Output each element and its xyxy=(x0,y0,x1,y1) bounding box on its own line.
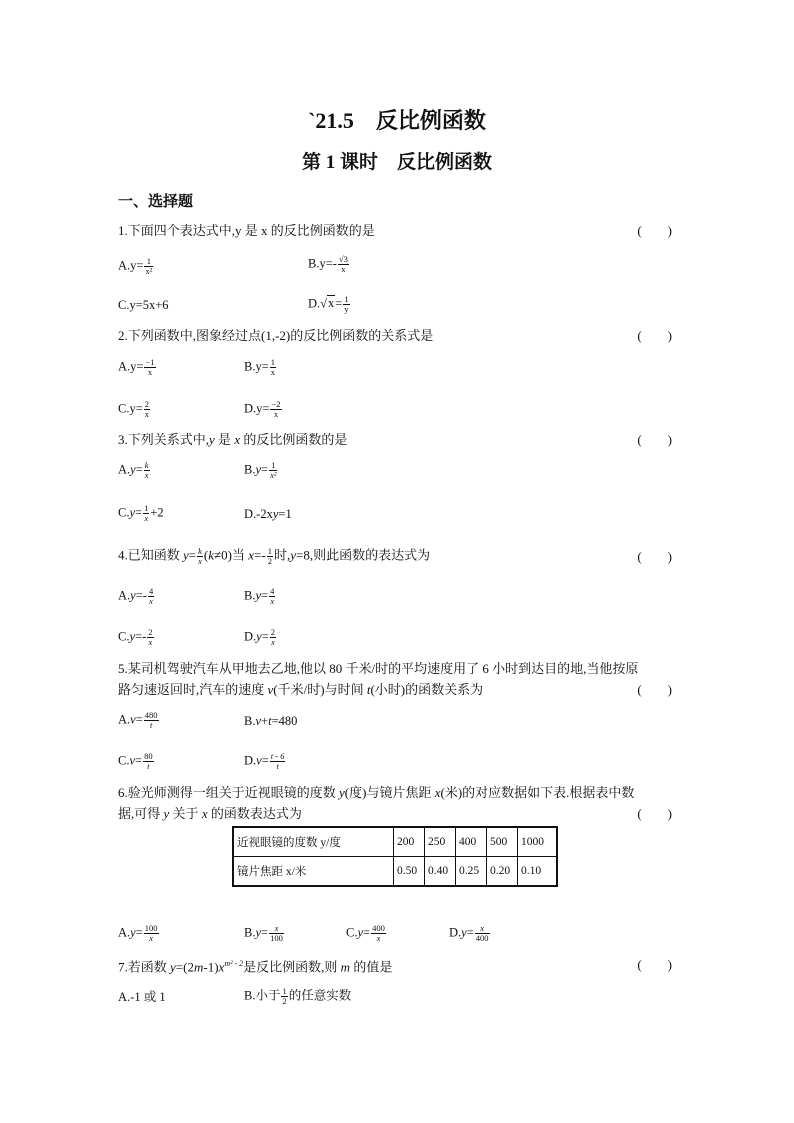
document-title: `21.5 反比例函数 xyxy=(308,108,486,133)
table-cell: 400 xyxy=(456,827,487,857)
table-cell: 1000 xyxy=(518,827,558,857)
question-4-option-d[interactable]: D.y= $\frac{2}{x}$ xyxy=(244,627,276,647)
question-3-option-d[interactable]: D.-2xy=1 xyxy=(244,507,292,521)
question-5-stem-line-1: 5.某司机驾驶汽车从甲地去乙地,他以 80 千米/时的平均速度用了 6 小时到达目的地,当他按原 xyxy=(118,661,639,676)
question-6-option-b[interactable]: B.y= $\frac{x}{100}$ xyxy=(244,923,283,943)
question-3-option-b[interactable]: B.y= $\frac{1}{\text{x²}}$ xyxy=(244,460,277,480)
question-5-option-d[interactable]: D.v= $\frac{t - 6}{t}$ xyxy=(244,751,285,771)
question-4-answer-blank: ( ) xyxy=(637,549,672,564)
table-cell: 0.10 xyxy=(518,857,558,887)
table-cell: 0.25 xyxy=(456,857,487,887)
question-4-option-c[interactable]: C.y=- $\frac{2}{x}$ xyxy=(118,627,153,647)
question-7-answer-blank: ( ) xyxy=(637,957,672,972)
section-heading: 一、选择题 xyxy=(118,194,194,210)
question-2-answer-blank: ( ) xyxy=(637,328,672,343)
question-6-stem-line-2: 据,可得 y 关于 x 的函数表达式为 xyxy=(118,806,302,821)
question-6-option-a[interactable]: A.y= $\frac{100}{x}$ xyxy=(118,923,158,943)
question-7-option-a[interactable]: A.-1 或 1 xyxy=(118,990,166,1004)
question-4-option-b[interactable]: B.y= $\frac{4}{x}$ xyxy=(244,586,275,606)
question-6-option-c[interactable]: C.y= $\frac{400}{x}$ xyxy=(346,923,385,943)
question-2-option-c[interactable]: C.y= $\frac{2}{x}$ xyxy=(118,399,150,419)
question-1-answer-blank: ( ) xyxy=(637,223,672,238)
question-3-stem: 3.下列关系式中,y 是 x 的反比例函数的是 xyxy=(118,432,348,447)
question-4-stem: 4.已知函数 y= $\frac{k}{x}$ (k≠0)当 x=- $\frac{1}{2}$ 时,y=8,则此函数的表达式为 xyxy=(118,546,431,566)
question-2-option-a[interactable]: A.y= $\frac{-1}{x}$ xyxy=(118,357,155,377)
question-3-option-a[interactable]: A.y= $\frac{k}{x}$ xyxy=(118,460,149,480)
question-1-option-c[interactable]: C.y=5x+6 xyxy=(118,298,169,312)
table-cell: 0.40 xyxy=(425,857,456,887)
document-subtitle: 第 1 课时 反比例函数 xyxy=(301,152,492,173)
question-6-answer-blank: ( ) xyxy=(637,806,672,821)
table-cell: 0.20 xyxy=(487,857,518,887)
table-row-header: 镜片焦距 x/米 xyxy=(233,857,394,887)
question-1-option-a[interactable]: A.y= $\frac{1}{\text{x²}}$ xyxy=(118,256,153,276)
question-5-option-c[interactable]: C.v= $\frac{80}{t}$ xyxy=(118,751,153,771)
table-cell: 200 xyxy=(394,827,425,857)
question-7-option-b[interactable]: B.小于 $\frac{1}{2}$ 的任意实数 xyxy=(244,986,352,1006)
question-2-option-b[interactable]: B.y= $\frac{1}{x}$ xyxy=(244,357,276,377)
question-3-answer-blank: ( ) xyxy=(637,432,672,447)
table-cell: 250 xyxy=(425,827,456,857)
question-3-option-c[interactable]: C.y= $\frac{1}{x}$ +2 xyxy=(118,503,164,523)
question-5-option-b[interactable]: B.v+t=480 xyxy=(244,714,298,728)
question-5-option-a[interactable]: A.v= $\frac{480}{t}$ xyxy=(118,710,158,730)
table-row xyxy=(233,827,557,857)
table-row-header: 近视眼镜的度数 y/度 xyxy=(233,827,394,857)
question-5-answer-blank: ( ) xyxy=(637,682,672,697)
question-1-option-d[interactable]: D.√x= $\frac{1}{y}$ xyxy=(308,294,349,314)
question-6-stem-line-1: 6.验光师测得一组关于近视眼镜的度数 y(度)与镜片焦距 x(米)的对应数据如下表.根据表中数 xyxy=(118,785,635,800)
question-2-stem: 2.下列函数中,图象经过点(1,-2)的反比例函数的关系式是 xyxy=(118,328,434,343)
question-1-stem: 1.下面四个表达式中,y 是 x 的反比例函数的是 xyxy=(118,223,375,238)
question-4-option-a[interactable]: A.y=- $\frac{4}{x}$ xyxy=(118,586,154,606)
question-2-option-d[interactable]: D.y= $\frac{-2}{x}$ xyxy=(244,399,281,419)
table-row xyxy=(233,857,557,887)
question-6-option-d[interactable]: D.y= $\frac{x}{400}$ xyxy=(449,923,489,943)
table-cell: 500 xyxy=(487,827,518,857)
question-5-stem-line-2: 路匀速返回时,汽车的速度 v(千米/时)与时间 t(小时)的函数关系为 xyxy=(118,682,484,697)
question-7-stem: 7.若函数 $y=(2m-1)x^{m^2 - 2}$是反比例函数,则 m 的值是 xyxy=(118,959,393,975)
table-cell: 0.50 xyxy=(394,857,425,887)
data-table xyxy=(232,826,558,887)
question-1-option-b[interactable]: B.y=- $\frac{√3}{x}$ xyxy=(308,254,348,274)
